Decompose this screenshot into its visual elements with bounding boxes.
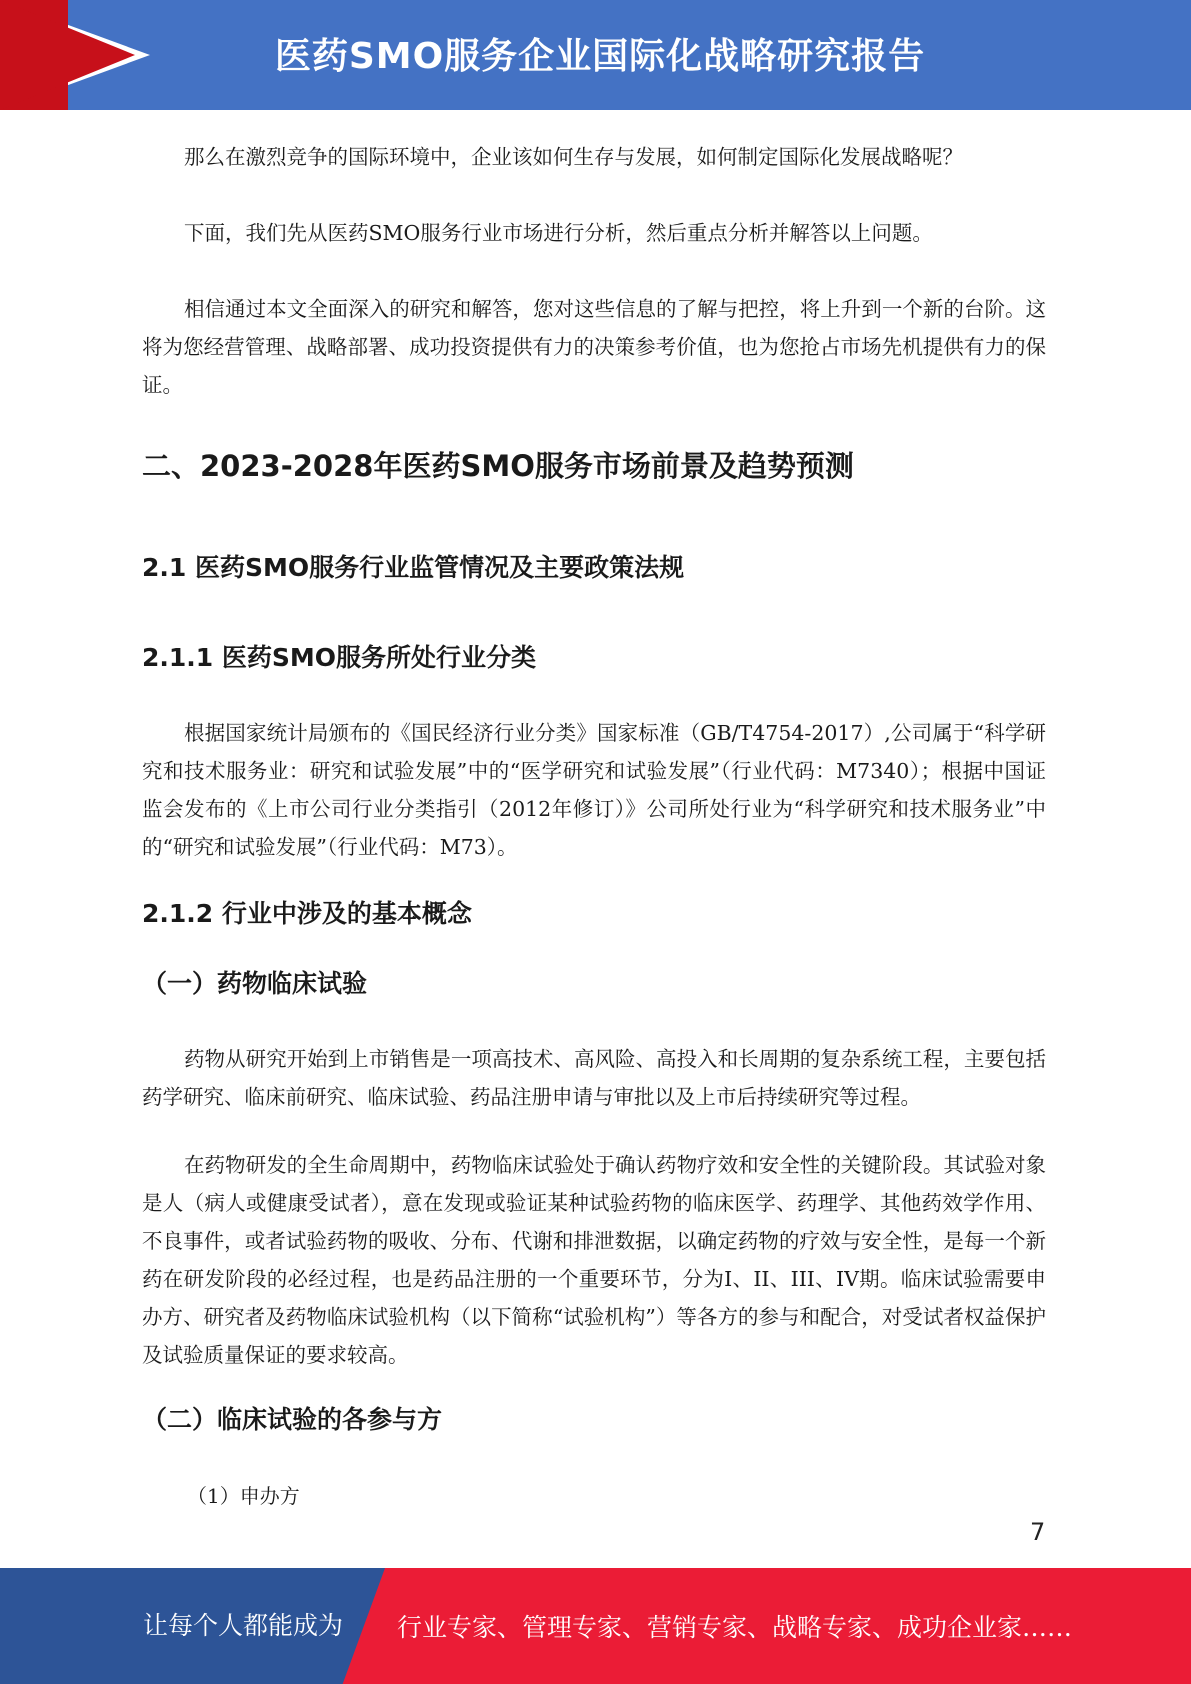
heading-clinical-trial: （一）药物临床试验: [142, 969, 368, 998]
page-footer: [0, 1568, 1191, 1684]
heading-participants: （二）临床试验的各参与方: [142, 1405, 443, 1434]
paragraph-value: 相信通过本文全面深入的研究和解答，您对这些信息的了解与把控，将上升到一个新的台阶。这将为您经营管理、战略部署、成功投资提供有力的决策参考价值，也为您抢占市场先机提供有力的保证。: [142, 297, 1046, 397]
footer-slogan-right: 行业专家、管理专家、营销专家、战略专家、成功企业家……: [397, 1613, 1073, 1642]
page-header: [0, 0, 1191, 110]
list-item-sponsor: （1）申办方: [187, 1484, 300, 1508]
section-heading: 二、2023-2028年医药SMO服务市场前景及趋势预测: [142, 449, 854, 483]
subsection-heading-2-1-2: 2.1.2 行业中涉及的基本概念: [142, 899, 472, 928]
paragraph-question: 那么在激烈竞争的国际环境中，企业该如何生存与发展，如何制定国际化发展战略呢？: [184, 145, 963, 169]
subsection-heading-2-1: 2.1 医药SMO服务行业监管情况及主要政策法规: [142, 553, 685, 582]
subsection-heading-2-1-1: 2.1.1 医药SMO服务所处行业分类: [142, 643, 537, 672]
paragraph-intro: 下面，我们先从医药SMO服务行业市场进行分析，然后重点分析并解答以上问题。: [184, 221, 933, 245]
paragraph-drug-development: 药物从研究开始到上市销售是一项高技术、高风险、高投入和长周期的复杂系统工程，主要包括药学研究、临床前研究、临床试验、药品注册申请与审批以及上市后持续研究等过程。: [142, 1047, 1046, 1109]
footer-slogan-left: 让每个人都能成为: [143, 1611, 344, 1640]
paragraph-classification: 根据国家统计局颁布的《国民经济行业分类》国家标准（GB/T4754-2017）,公司属于“科学研究和技术服务业：研究和试验发展”中的“医学研究和试验发展”（行业代码：M7340）；根据中国证监会发布的《上市公司行业分类指引（2012年修订）》公司所处行业为“科学研究和技术服务业”中的“研究和试验发展”（行业代码：M73）。: [142, 721, 1046, 859]
paragraph-clinical-trial: 在药物研发的全生命周期中，药物临床试验处于确认药物疗效和安全性的关键阶段。其试验对象是人（病人或健康受试者），意在发现或验证某种试验药物的临床医学、药理学、其他药效学作用、不良事件，或者试验药物的吸收、分布、代谢和排泄数据，以确定药物的疗效与安全性，是每一个新药在研发阶段的必经过程，也是药品注册的一个重要环节，分为I、II、III、IV期。临床试验需要申办方、研究者及药物临床试验机构（以下简称“试验机构”）等各方的参与和配合，对受试者权益保护及试验质量保证的要求较高。: [142, 1153, 1046, 1367]
header-title: 医药SMO服务企业国际化战略研究报告: [274, 36, 926, 77]
header-chevron-arrow-icon: [0, 0, 135, 110]
page-number: 7: [1030, 1518, 1046, 1546]
